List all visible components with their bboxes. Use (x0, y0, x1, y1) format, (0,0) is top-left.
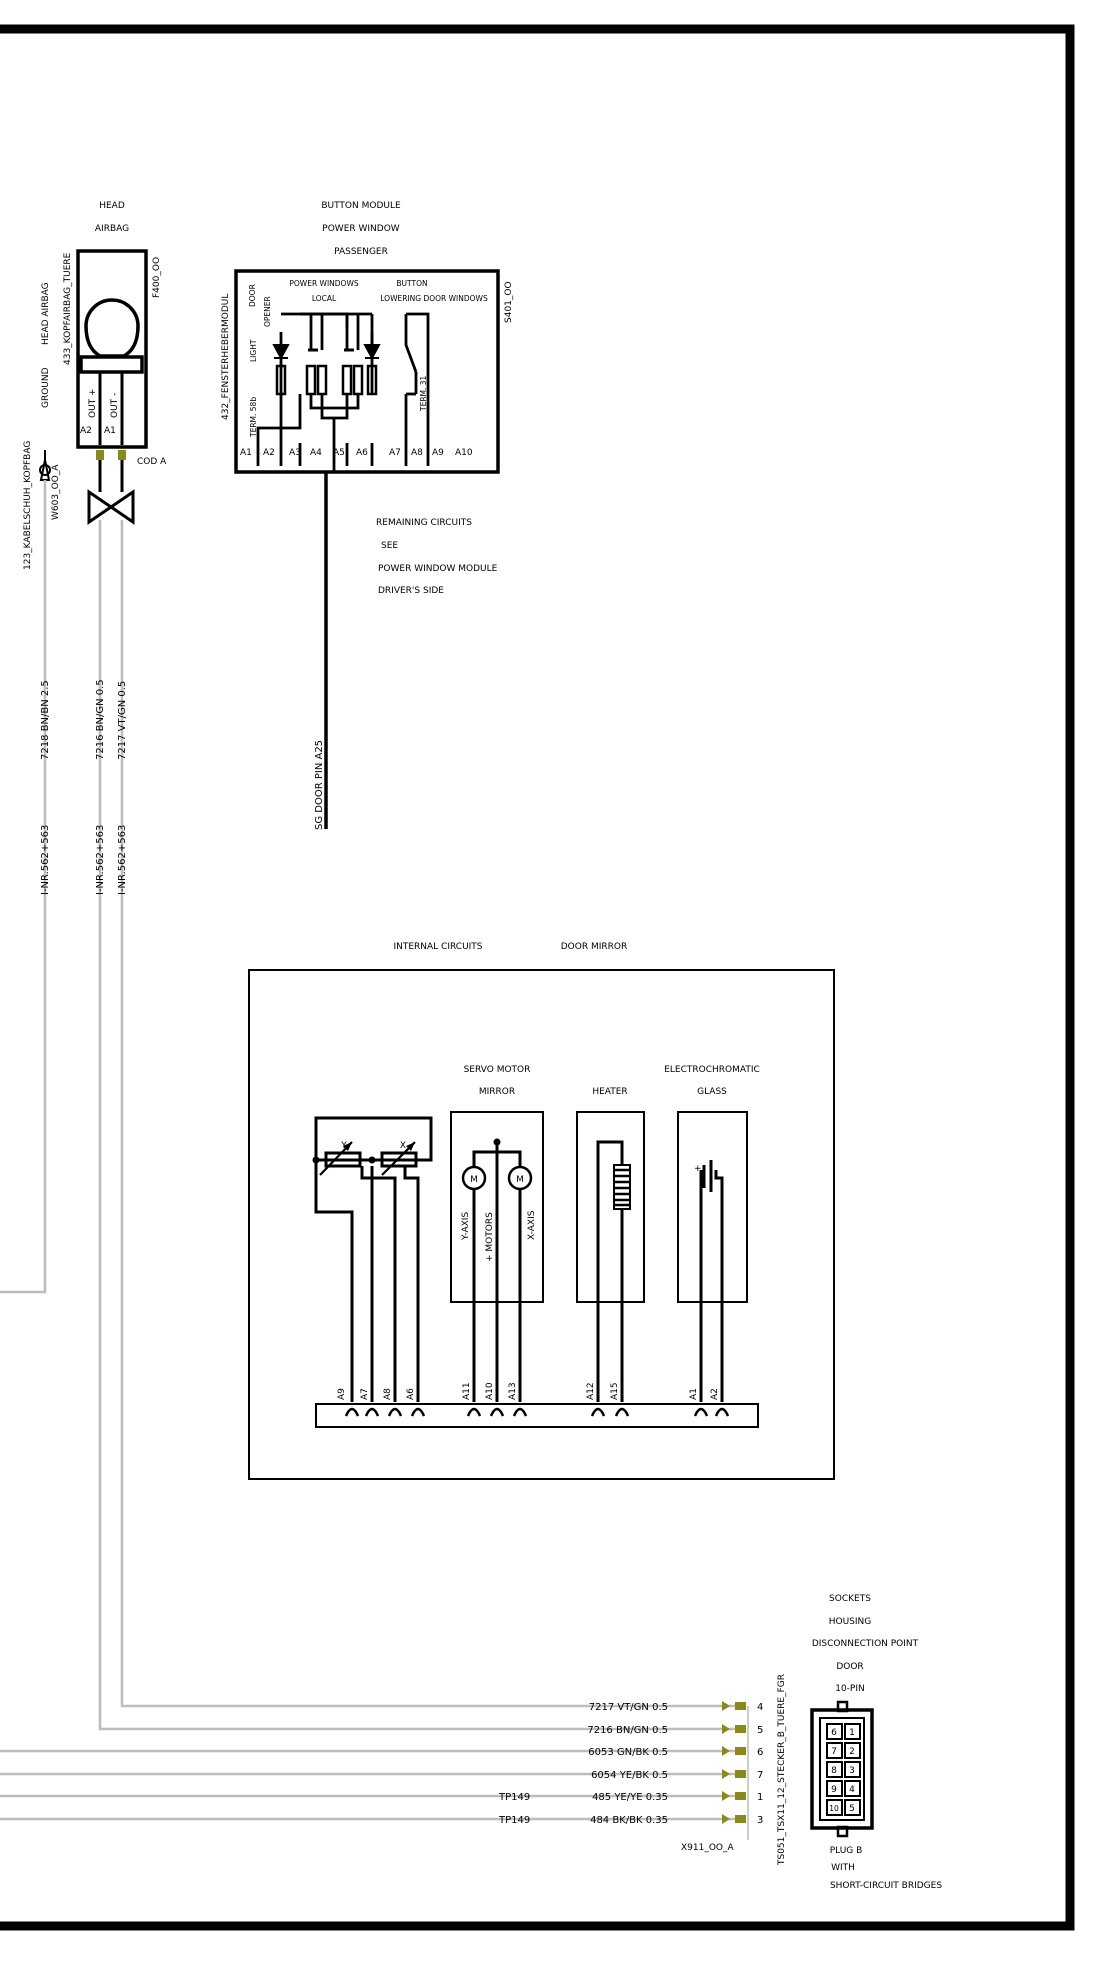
heater-title: HEATER (592, 1087, 628, 1097)
mirror-connector-bar (316, 1404, 758, 1427)
wire-7217-label: 7217 VT/GN 0.5 (117, 680, 128, 760)
head-airbag-side-label: HEAD AIRBAG (41, 282, 51, 345)
sg-door-label: SG DOOR PIN A25 (314, 739, 325, 830)
bm-pin-a1: A1 (240, 448, 252, 458)
remaining-circuits-note (376, 518, 498, 596)
led-right-icon (365, 345, 379, 358)
head-airbag-title-1: HEAD (99, 201, 125, 211)
horizontal-wires (0, 1701, 763, 1826)
internal-circuits-title: INTERNAL CIRCUITS (393, 942, 483, 952)
wire-label: 7217 VT/GN 0.5 (588, 1702, 668, 1713)
pin-marker (735, 1702, 746, 1710)
mirror-pin-a2: A2 (710, 1388, 720, 1400)
mirror-pin-a10: A10 (485, 1382, 495, 1400)
airbag-symbol-icon (86, 300, 138, 356)
y-axis-label: Y-AXIS (461, 1211, 471, 1240)
ring-terminal-icon (40, 450, 50, 480)
electro-title-1: ELECTROCHROMATIC (664, 1065, 760, 1075)
pin-arrow-icon (722, 1769, 730, 1779)
pin-number: 5 (757, 1725, 764, 1736)
cod-a-label: COD A (137, 457, 167, 467)
mirror-pin-a12: A12 (586, 1382, 596, 1400)
bm-pin-a4: A4 (310, 448, 322, 458)
pin-arrow-icon (722, 1814, 730, 1824)
mirror-pin-a13: A13 (508, 1382, 518, 1400)
sockets-connector-label: TS051_TSX11_12_STECKER_B_TUERE_FGR (777, 1674, 787, 1865)
out-minus-label: OUT - (110, 392, 120, 418)
wire-label: 484 BK/BK 0.35 (590, 1815, 668, 1826)
sockets-title-3: DISCONNECTION POINT (811, 1639, 919, 1649)
pot-y-label: Y (341, 1141, 347, 1151)
heater-coil (614, 1170, 630, 1205)
head-airbag-ground-label: GROUND (41, 367, 51, 408)
plug-with-label: WITH (831, 1863, 855, 1873)
electro-wiring (701, 1170, 722, 1402)
sockets-title-2: HOUSING (828, 1617, 872, 1627)
junction-dot (313, 1157, 320, 1164)
x-axis-label: X-AXIS (527, 1210, 537, 1240)
pin-number: 1 (757, 1792, 764, 1803)
mirror-pin-forks (346, 1409, 728, 1416)
motors-label: + MOTORS (485, 1212, 495, 1262)
motor-x-m: M (516, 1175, 524, 1185)
wire-7218-label: 7218 BN/BN 2.5 (40, 680, 51, 760)
wire-label: 6053 GN/BK 0.5 (588, 1747, 668, 1758)
wire-label: 485 YE/YE 0.35 (592, 1792, 668, 1803)
plug-cell: 6 (831, 1728, 837, 1738)
bm-pin-a7: A7 (389, 448, 401, 458)
power-windows-label: POWER WINDOWS (289, 279, 359, 288)
inr-label-3: I-NR.562+563 (117, 824, 128, 895)
wire-label: 6054 YE/BK 0.5 (591, 1770, 668, 1781)
electro-plus: + (694, 1164, 702, 1174)
pin-marker (735, 1725, 746, 1733)
pin-marker (735, 1792, 746, 1800)
airbag-base-icon (81, 357, 142, 372)
tp-label: TP149 (499, 1792, 531, 1803)
plug-cell: 2 (849, 1747, 855, 1757)
local-label: LOCAL (311, 294, 337, 303)
remaining-line-2: SEE (381, 541, 399, 551)
sockets-title-4: DOOR (836, 1662, 864, 1672)
wire-row (0, 1746, 763, 1758)
plug-b-label: PLUG B (829, 1846, 863, 1856)
door-label: DOOR (248, 284, 257, 307)
out-plus-label: OUT + (88, 388, 98, 418)
plug-cell: 9 (831, 1785, 837, 1795)
bm-pin-a5: A5 (333, 448, 345, 458)
button-module-title-3: PASSENGER (334, 247, 388, 257)
tp-label: TP149 (499, 1815, 531, 1826)
plug-cell: 8 (831, 1766, 837, 1776)
pin-marker (735, 1770, 746, 1778)
pin-number: 6 (757, 1747, 764, 1758)
bm-pin-a2: A2 (263, 448, 275, 458)
pin-number: 7 (757, 1770, 764, 1781)
button-module-id: S401_OO (504, 281, 514, 323)
electro-title-2: GLASS (697, 1087, 727, 1097)
sockets-title-1: SOCKETS (829, 1594, 871, 1604)
servo-title-2: MIRROR (478, 1087, 516, 1097)
mirror-pin-a1: A1 (689, 1388, 699, 1400)
bm-pin-a3: A3 (289, 448, 301, 458)
mirror-pin-a6: A6 (406, 1388, 416, 1400)
pin-marker-a1 (118, 450, 126, 460)
pin-marker (735, 1747, 746, 1755)
wire-7216-label: 7216 BN/GN 0.5 (95, 679, 106, 760)
door-mirror-title: DOOR MIRROR (560, 942, 628, 952)
wire-row (0, 1769, 763, 1781)
inr-label-1: I-NR.562+563 (40, 824, 51, 895)
mirror-pin-a7: A7 (360, 1388, 370, 1400)
plug-cell: 3 (849, 1766, 855, 1776)
head-airbag-title-2: AIRBAG (94, 224, 130, 234)
bm-pin-a10: A10 (455, 448, 473, 458)
resistor-4-icon (343, 366, 351, 394)
remaining-line-4: DRIVER'S SIDE (378, 586, 444, 596)
pot-x-label: X (399, 1141, 407, 1151)
plug-cell: 4 (849, 1785, 855, 1795)
sockets-id: X911_OO_A (681, 1843, 734, 1853)
capacitor-icon (704, 1160, 711, 1192)
bm-pin-a9: A9 (432, 448, 444, 458)
plug-cell: 7 (831, 1747, 837, 1757)
resistor-3-icon (318, 366, 326, 394)
ground-cable-label: 123_KABELSCHUH_KOPFBAG (23, 440, 33, 570)
head-airbag-id: F400_OO (152, 256, 162, 298)
mirror-pin-a15: A15 (610, 1382, 620, 1400)
plug-cell: 10 (829, 1804, 839, 1813)
bm-pin-a6: A6 (356, 448, 368, 458)
pin-marker-a2 (96, 450, 104, 460)
ground-cable (23, 441, 61, 570)
vertical-wires (0, 480, 735, 1729)
button-module-connector: 432_FENSTERHEBERMODUL (221, 293, 231, 420)
pin-a2: A2 (80, 426, 92, 436)
sockets-connector (681, 1594, 942, 1891)
wire-7216 (100, 520, 735, 1729)
plug-cell: 5 (849, 1804, 855, 1814)
remaining-line-1: REMAINING CIRCUITS (376, 518, 472, 528)
light-label: LIGHT (249, 339, 258, 362)
button-module (221, 201, 514, 830)
pin-number: 4 (757, 1702, 764, 1713)
mirror-pin-a9: A9 (337, 1388, 347, 1400)
bm-pin-a8: A8 (411, 448, 423, 458)
pin-number: 3 (757, 1815, 764, 1826)
motor-y-m: M (470, 1175, 478, 1185)
button-label: BUTTON (396, 279, 428, 288)
head-airbag-connector: 433_KOPFAIRBAG_TUERE (63, 252, 73, 365)
button-module-title-1: BUTTON MODULE (321, 201, 401, 211)
ground-id: W603_OO_A (51, 464, 61, 520)
pin-arrow-icon (722, 1701, 730, 1711)
resistor-5-icon (354, 366, 362, 394)
button-module-title-2: POWER WINDOW (322, 224, 400, 234)
electro-box (678, 1112, 747, 1302)
wire-row (0, 1791, 763, 1803)
term31-label: TERM. 31 (419, 375, 428, 411)
term58b-label: TERM. 58b (249, 396, 258, 437)
opener-label: OPENER (263, 296, 272, 327)
bowtie-connector-icon (89, 492, 133, 522)
mirror-pin-a11: A11 (462, 1382, 472, 1400)
inr-label-2: I-NR.562+563 (95, 824, 106, 895)
pin-arrow-icon (722, 1724, 730, 1734)
junction-dot (494, 1139, 501, 1146)
sockets-title-5: 10-PIN (835, 1684, 865, 1694)
lowering-label: LOWERING DOOR WINDOWS (380, 294, 488, 303)
mirror-pin-a8: A8 (383, 1388, 393, 1400)
pin-arrow-icon (722, 1791, 730, 1801)
plug-bridges-label: SHORT-CIRCUIT BRIDGES (829, 1881, 943, 1891)
remaining-line-3: POWER WINDOW MODULE (378, 564, 498, 574)
wire-7218-ground (0, 480, 45, 1292)
door-mirror (249, 942, 834, 1479)
wire-label: 7216 BN/GN 0.5 (587, 1725, 668, 1736)
pin-arrow-icon (722, 1746, 730, 1756)
pin-marker (735, 1815, 746, 1823)
plug-cell: 1 (849, 1728, 855, 1738)
junction-dot (369, 1157, 376, 1164)
led-left-icon (274, 345, 288, 358)
servo-title-1: SERVO MOTOR (463, 1065, 531, 1075)
pin-a1: A1 (104, 426, 116, 436)
resistor-2-icon (307, 366, 315, 394)
wire-row (0, 1814, 763, 1826)
